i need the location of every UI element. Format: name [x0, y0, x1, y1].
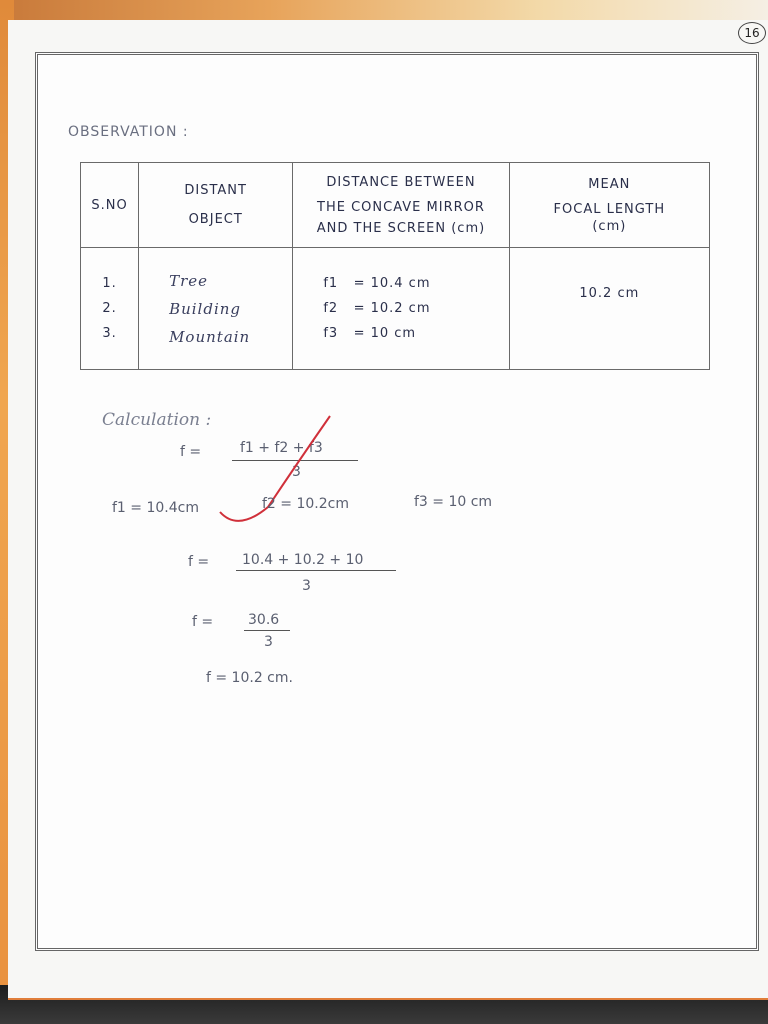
final-result: f = 10.2 cm.	[206, 670, 293, 686]
given-f1: f1 = 10.4cm	[112, 500, 199, 516]
calculation-title: Calculation :	[102, 410, 212, 430]
formula-denominator: 3	[292, 464, 301, 480]
table-row-distance: f3 = 10 cm	[323, 326, 417, 341]
table-row-object: Building	[169, 299, 242, 318]
step2-fraction-bar	[244, 630, 290, 631]
header-distance-line3: AND THE SCREEN (cm)	[316, 220, 486, 236]
step2-numerator: 30.6	[248, 612, 280, 628]
table-row-distance: f1 = 10.4 cm	[323, 276, 431, 291]
header-mean-line1: MEAN	[588, 176, 631, 192]
header-distance-line1: DISTANCE BETWEEN	[326, 174, 476, 190]
step2-lhs: f =	[192, 614, 214, 630]
observation-heading: OBSERVATION :	[68, 124, 189, 140]
step1-fraction-bar	[236, 570, 396, 571]
given-f2: f2 = 10.2cm	[262, 496, 349, 512]
observation-table	[80, 162, 710, 370]
header-object-line1: DISTANT	[184, 183, 247, 198]
step1-numerator: 10.4 + 10.2 + 10	[242, 552, 364, 568]
table-header-row	[81, 163, 710, 248]
mean-cell	[509, 248, 709, 370]
object-cell	[139, 248, 293, 370]
distance-cell	[293, 248, 509, 370]
sno-cell	[81, 248, 139, 370]
header-distance-line2: THE CONCAVE MIRROR	[317, 199, 485, 215]
header-object-line2: OBJECT	[188, 212, 243, 227]
header-object	[139, 163, 293, 248]
table-row-sno: 3.	[102, 326, 117, 341]
given-f3: f3 = 10 cm	[414, 494, 493, 510]
table-row-object: Tree	[169, 271, 209, 290]
table-body-row	[81, 248, 710, 370]
header-mean-line3: (cm)	[592, 218, 627, 234]
step2-denominator: 3	[264, 634, 273, 650]
header-sno: S.NO	[81, 163, 139, 248]
formula-numerator: f1 + f2 + f3	[240, 440, 323, 456]
header-mean-line2: FOCAL LENGTH	[553, 201, 666, 217]
mean-focal-length: 10.2 cm	[579, 286, 640, 301]
page-number: 16	[738, 22, 766, 44]
formula-lhs: f =	[180, 444, 202, 460]
step1-denominator: 3	[302, 578, 311, 594]
table-row-sno: 2.	[102, 301, 117, 316]
header-distance	[293, 163, 509, 248]
table-row-object: Mountain	[169, 327, 251, 346]
table-row-distance: f2 = 10.2 cm	[323, 301, 431, 316]
teacher-check-icon	[218, 412, 338, 532]
header-mean	[509, 163, 709, 248]
step1-lhs: f =	[188, 554, 210, 570]
table-row-sno: 1.	[102, 276, 117, 291]
